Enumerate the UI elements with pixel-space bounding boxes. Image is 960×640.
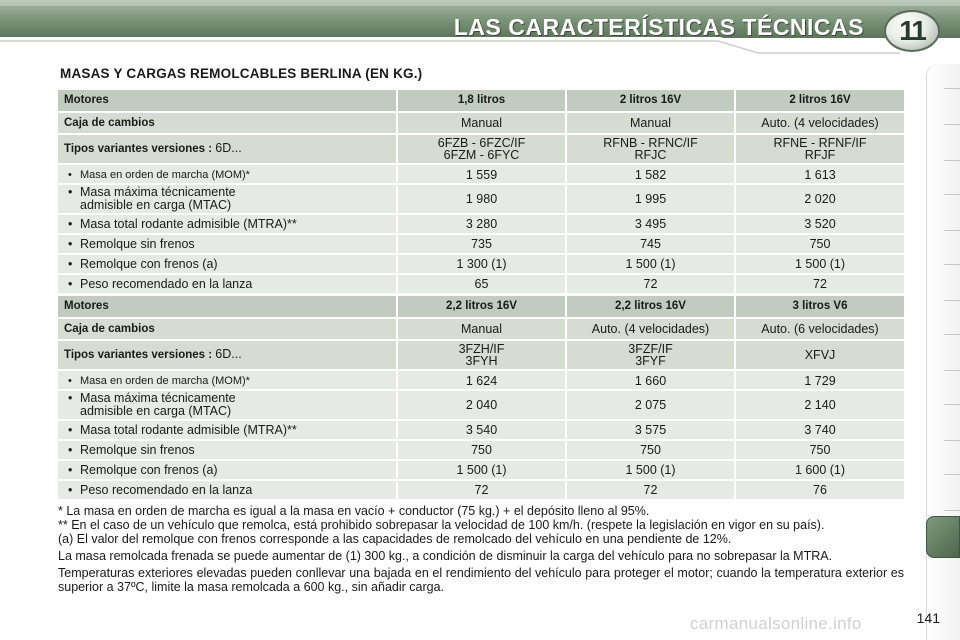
cell: 3 740 [734,421,904,439]
table-row [58,296,904,317]
cell: 72 [396,481,565,499]
row-label: • Masa máxima técnicamente admisible en carga (MTAC) [58,391,396,419]
footnote-mom: * La masa en orden de marcha es igual a la masa en vacío + conductor (75 kg.) + el depósito lleno al 95%. [58,504,650,518]
section-title: MASAS Y CARGAS REMOLCABLES BERLINA (EN KG.) [60,66,423,81]
motores-label: Motores [58,90,396,111]
table-row [58,113,904,133]
cell: 3 520 [734,215,904,233]
cell: 1 995 [565,185,734,213]
cell: 750 [396,441,565,459]
caja-col-1: Manual [396,319,565,339]
row-label: • Remolque con frenos (a) [58,461,396,479]
table-row [58,341,904,369]
table-row [58,441,904,459]
cell: 1 600 (1) [734,461,904,479]
cell: 1 582 [565,165,734,183]
cell: 1 980 [396,185,565,213]
cell: 1 729 [734,371,904,389]
caja-col-2: Auto. (4 velocidades) [565,319,734,339]
tipos-col-1: 3FZH/IF 3FYH [396,341,565,369]
motor-col-1: 2,2 litros 16V [396,296,565,317]
cell: 1 500 (1) [565,461,734,479]
note-brake-load: La masa remolcada frenada se puede aumentar de (1) 300 kg., a condición de disminuir la carga del vehículo para no sobrepasar la MTRA. [58,549,833,563]
row-label: • Masa total rodante admisible (MTRA)** [58,215,396,233]
chapter-tab-strip[interactable] [926,64,960,640]
cell: 745 [565,235,734,253]
cell: 1 660 [565,371,734,389]
cell: 72 [734,275,904,293]
cell: 1 624 [396,371,565,389]
table-row [58,371,904,389]
page-number: 141 [916,610,940,626]
cell: 2 075 [565,391,734,419]
cell: 750 [734,235,904,253]
note-temperature: Temperaturas exteriores elevadas pueden conllevar una bajada en el rendimiento del vehículo para proteger el motor; cuando la temperatura exterior es superior a 37ºC, limite la masa remolcada a 600 kg., sin añadir carga. [58,566,904,594]
row-label: • Masa máxima técnicamente admisible en carga (MTAC) [58,185,396,213]
cell: 1 500 (1) [734,255,904,273]
row-label: • Masa en orden de marcha (MOM)* [58,165,396,183]
spec-table-2 [58,294,904,501]
table-row [58,481,904,499]
table-row [58,421,904,439]
footnote-a: (a) El valor del remolque con frenos corresponde a las capacidades de remolcado del vehículo en una pendiente de 12%. [58,532,732,546]
cell: 3 495 [565,215,734,233]
cell: 2 040 [396,391,565,419]
spec-table-1 [58,88,904,295]
chapter-tab-active[interactable] [926,516,960,558]
motor-col-1: 1,8 litros [396,90,565,111]
cell: 72 [565,275,734,293]
motores-label: Motores [58,296,396,317]
table-row [58,391,904,419]
table-row [58,215,904,233]
table-row [58,185,904,213]
table-row [58,135,904,163]
cell: 1 500 (1) [565,255,734,273]
cell: 72 [565,481,734,499]
table-row [58,255,904,273]
motor-col-3: 3 litros V6 [734,296,904,317]
motor-col-2: 2 litros 16V [565,90,734,111]
motor-col-2: 2,2 litros 16V [565,296,734,317]
footnotes [58,504,904,594]
row-label: • Masa total rodante admisible (MTRA)** [58,421,396,439]
tipos-label: Tipos variantes versiones : 6D... [58,341,396,369]
table-row [58,235,904,253]
cell: 3 540 [396,421,565,439]
row-label: • Remolque con frenos (a) [58,255,396,273]
cell: 3 575 [565,421,734,439]
table-row [58,275,904,293]
watermark: carmanualsonline.info [690,614,862,633]
row-label: • Peso recomendado en la lanza [58,275,396,293]
table-row [58,165,904,183]
cell: 1 559 [396,165,565,183]
motor-col-3: 2 litros 16V [734,90,904,111]
cell: 1 500 (1) [396,461,565,479]
cell: 2 020 [734,185,904,213]
caja-label: Caja de cambios [58,113,396,133]
cell: 750 [565,441,734,459]
tipos-col-3: XFVJ [734,341,904,369]
tipos-col-1: 6FZB - 6FZC/IF 6FZM - 6FYC [396,135,565,163]
cell: 2 140 [734,391,904,419]
row-label: • Peso recomendado en la lanza [58,481,396,499]
row-label: • Remolque sin frenos [58,441,396,459]
tipos-col-2: 3FZF/IF 3FYF [565,341,734,369]
cell: 65 [396,275,565,293]
page-header [0,0,960,56]
row-label: • Remolque sin frenos [58,235,396,253]
cell: 1 613 [734,165,904,183]
tipos-label: Tipos variantes versiones : 6D... [58,135,396,163]
footnote-mtra: ** En el caso de un vehículo que remolca, está prohibido sobrepasar la velocidad de 100 km/h. (respete la legislación en vigor en su país). [58,518,825,532]
cell: 76 [734,481,904,499]
caja-label: Caja de cambios [58,319,396,339]
row-label: • Masa en orden de marcha (MOM)* [58,371,396,389]
chapter-number-badge: 11 [884,10,940,52]
caja-col-3: Auto. (4 velocidades) [734,113,904,133]
caja-col-3: Auto. (6 velocidades) [734,319,904,339]
table-row [58,90,904,111]
tipos-col-2: RFNB - RFNC/IF RFJC [565,135,734,163]
cell: 1 300 (1) [396,255,565,273]
chapter-title: LAS CARACTERÍSTICAS TÉCNICAS [453,14,864,40]
cell: 3 280 [396,215,565,233]
caja-col-1: Manual [396,113,565,133]
cell: 735 [396,235,565,253]
table-row [58,319,904,339]
table-row [58,461,904,479]
cell: 750 [734,441,904,459]
caja-col-2: Manual [565,113,734,133]
tipos-col-3: RFNE - RFNF/IF RFJF [734,135,904,163]
